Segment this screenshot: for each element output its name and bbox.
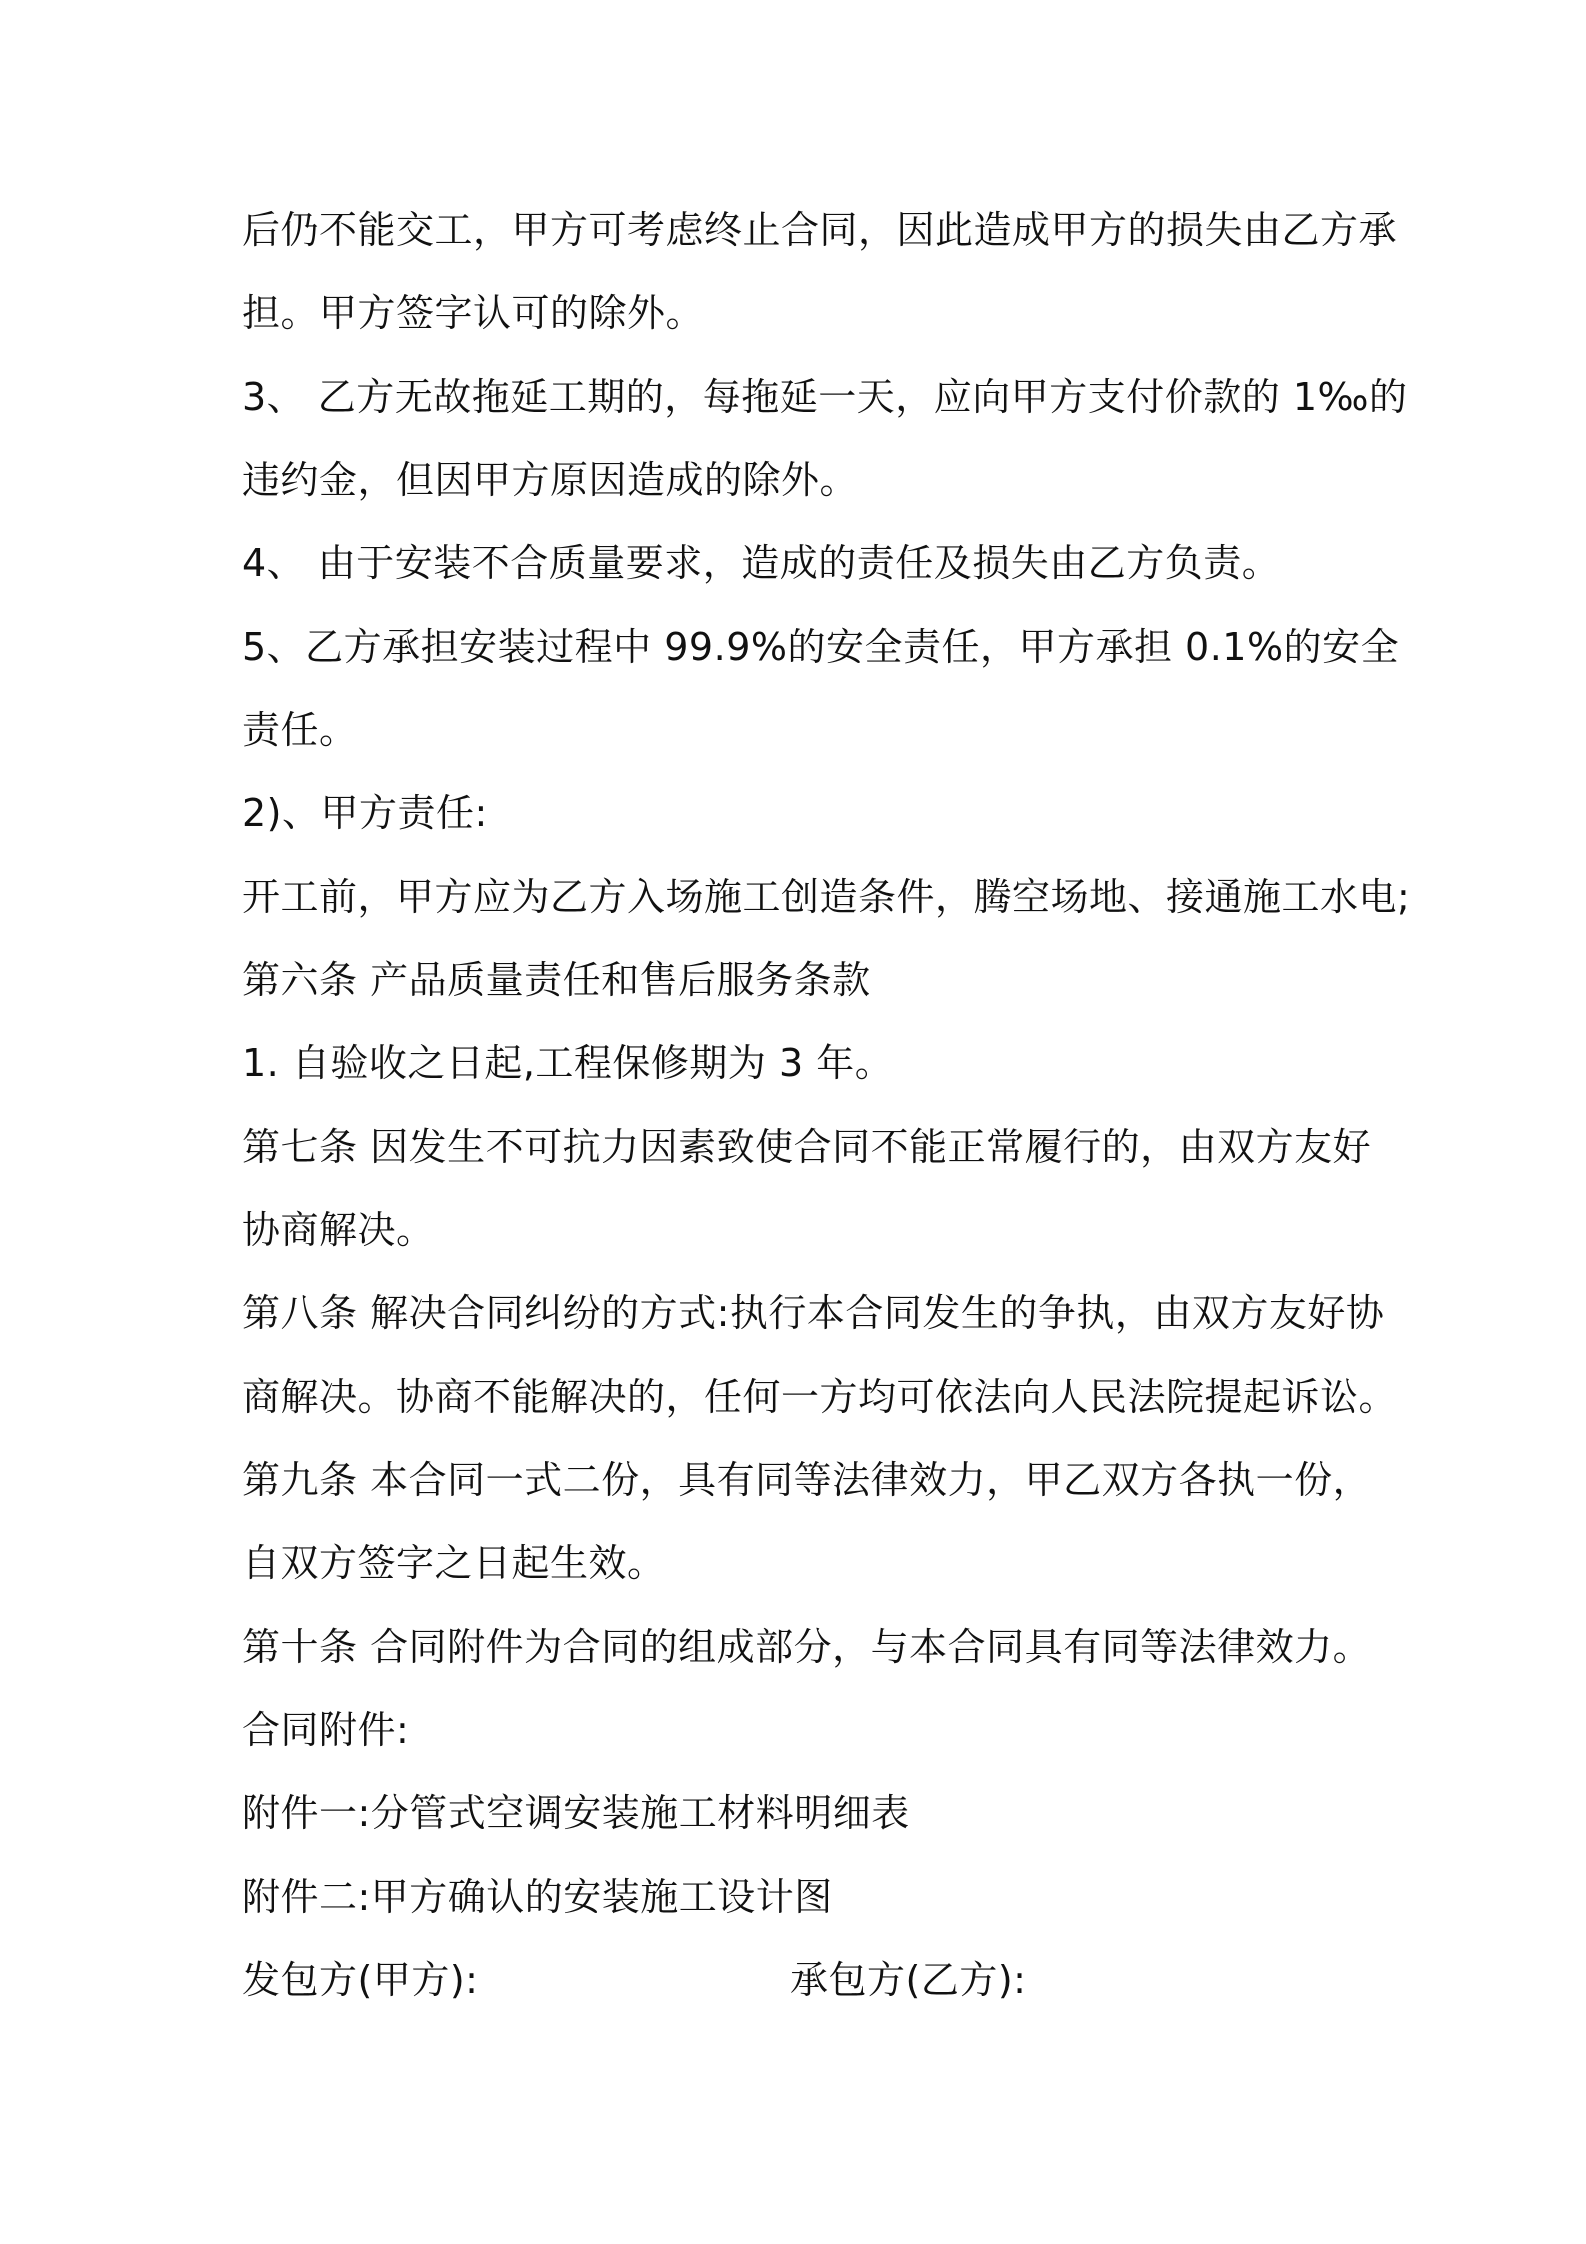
paragraph-line: 责任。: [242, 708, 358, 752]
paragraph-line: 开工前，甲方应为乙方入场施工创造条件，腾空场地、接通施工水电;: [242, 875, 1411, 919]
clause-3-line: 3、 乙方无故拖延工期的，每拖延一天，应向甲方支付价款的 1‰的: [242, 375, 1408, 419]
party-a-signature-label: 发包方(甲方):: [242, 1958, 479, 2002]
paragraph-line: 违约金，但因甲方原因造成的除外。: [242, 458, 859, 502]
attachments-heading: 合同附件:: [242, 1708, 410, 1752]
paragraph-line: 担。甲方签字认可的除外。: [242, 291, 705, 335]
article-6-heading: 第六条 产品质量责任和售后服务条款: [242, 958, 871, 1002]
paragraph-line: 商解决。协商不能解决的，任何一方均可依法向人民法院提起诉讼。: [242, 1375, 1398, 1419]
article-9-line: 第九条 本合同一式二份，具有同等法律效力，甲乙双方各执一份，: [242, 1458, 1372, 1502]
attachment-1: 附件一:分管式空调安装施工材料明细表: [242, 1791, 910, 1835]
attachment-2: 附件二:甲方确认的安装施工设计图: [242, 1875, 833, 1919]
article-8-line: 第八条 解决合同纠纷的方式:执行本合同发生的争执，由双方友好协: [242, 1291, 1385, 1335]
article-7-line: 第七条 因发生不可抗力因素致使合同不能正常履行的，由双方友好: [242, 1125, 1372, 1169]
paragraph-line: 协商解决。: [242, 1208, 435, 1252]
party-a-duty-heading: 2)、甲方责任:: [242, 791, 488, 835]
warranty-line: 1. 自验收之日起,工程保修期为 3 年。: [242, 1041, 894, 1085]
clause-4-line: 4、 由于安装不合质量要求，造成的责任及损失由乙方负责。: [242, 541, 1281, 585]
article-10-line: 第十条 合同附件为合同的组成部分，与本合同具有同等法律效力。: [242, 1625, 1372, 1669]
clause-5-line: 5、乙方承担安装过程中 99.9%的安全责任，甲方承担 0.1%的安全: [242, 625, 1400, 669]
party-b-signature-label: 承包方(乙方):: [790, 1958, 1027, 2002]
paragraph-line: 自双方签字之日起生效。: [242, 1541, 666, 1585]
paragraph-line: 后仍不能交工，甲方可考虑终止合同，因此造成甲方的损失由乙方承: [242, 208, 1398, 252]
